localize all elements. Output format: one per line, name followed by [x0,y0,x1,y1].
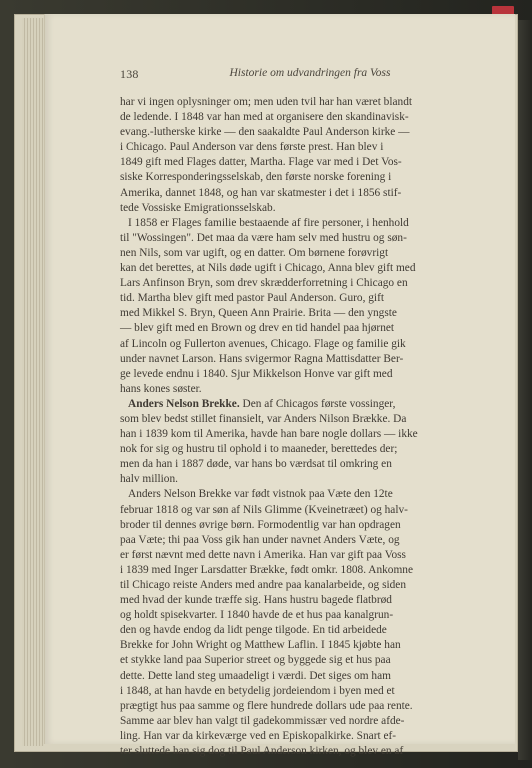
text-line: februar 1818 og var søn af Nils Glimme (Kveinetræet) og halv- [120,503,408,516]
text-line: med hvad der kunde træffe sig. Hans hustru bagede flatbrød [120,594,392,607]
text-line: kan det berettes, at Nils døde ugift i Chicago, Anna blev gift med [120,262,416,275]
paragraph [120,216,466,397]
running-head: Historie om udvandringen fra Voss [229,67,391,79]
page-edge-lines [22,18,44,746]
text-line: i 1839 med Inger Larsdatter Brække, født omkr. 1808. Ankomne [120,563,413,576]
text-line: men da han i 1887 døde, var hans bo værdsat til omkring en [120,458,392,471]
text-line: tid. Martha blev gift med pastor Paul Anderson. Guro, gift [120,292,385,305]
book-right-edge [518,20,532,760]
text-line: tede Vossiske Emigrationsselskab. [120,201,276,214]
text-line: ling. Han var da kirkeværge ved en Episkopalkirke. Snart ef- [120,729,397,742]
text-line: i Chicago. Paul Anderson var dens første prest. Han blev i [120,141,384,154]
paragraph [120,397,466,488]
page-header [78,67,458,85]
paragraph [120,95,466,216]
text-line [120,397,466,412]
text-line-continuation: Den af Chicagos første vossinger, [239,397,396,410]
text-line: broder til dennes øvrige børn. Formodentlig var han opdragen [120,518,401,531]
text-line: og holdt spisekvarter. I 1840 havde de et hus paa kanalgrun- [120,609,394,622]
page-number: 138 [120,67,139,81]
text-line: — blev gift med en Brown og drev en tid handel paa hjørnet [120,322,395,335]
text-line: et stykke land paa Superior street og byggede sig et hus paa [120,654,391,667]
text-line: Brekke for John Wright og Matthew Laflin. I 1845 kjøbte han [120,639,401,652]
text-line: de ledende. I 1848 var han med at organisere den skandinavisk- [120,111,409,124]
text-line: nen Nils, som var ugift, og en datter. Om børnene forøvrigt [120,246,389,259]
text-line: siske Korresponderingsselskab, den første norske forening i [120,171,392,184]
text-line: den og havde endog da lidt penge tilgode. En tid arbeidede [120,624,387,637]
text-line: med Mikkel S. Bryn, Queen Ann Prairie. Brita — den yngste [120,307,397,320]
section-lead: Anders Nelson Brekke. [128,397,240,410]
text-line: paa Væte; thi paa Voss gik han under navnet Anders Væte, og [120,533,400,546]
body-text [120,95,466,759]
paragraph [120,487,466,759]
text-line: Samme aar blev han valgt til gadekommissær ved nordre afde- [120,714,405,727]
text-line: Anders Nelson Brekke var født vistnok paa Væte den 12te [128,488,393,501]
text-line: ge levede endnu i 1840. Sjur Mikkelson Honve var gift med [120,367,393,380]
text-line: halv million. [120,473,178,486]
text-line: han i 1839 kom til Amerika, havde han bare nogle dollars — ikke [120,428,418,441]
text-line: til Chicago reiste Anders med andre paa kanalarbeide, og siden [120,579,407,591]
text-line: prægtigt hus paa samme og flere hundrede dollars ude paa rente. [120,699,413,712]
text-line: har vi ingen oplysninger om; men uden tvil har han været blandt [120,96,413,108]
text-line: 1849 gift med Flages datter, Martha. Flage var med i Det Vos- [120,156,402,169]
text-line: som blev bedst stillet finansielt, var Anders Nilson Brække. Da [120,412,407,425]
text-line: til "Wossingen". Det maa da være ham selv med hustru og søn- [120,231,407,244]
text-line: under navnet Larson. Hans svigermor Ragna Mattisdatter Ber- [120,352,404,365]
text-line: ter sluttede han sig dog til Paul Anderson kirken, og blev en af [120,745,404,758]
text-line: hans kones søster. [120,382,202,395]
text-line: dette. Dette land steg umaadeligt i værdi. Det siges om ham [120,669,391,682]
text-line: evang.-lutherske kirke — den saakaldte Paul Anderson kirke — [120,126,410,139]
text-line: er først nævnt med dette navn i Amerika. Han var gift paa Voss [120,548,406,561]
text-line: nok for sig og hustru til ophold i to maaneder, berettedes der; [120,443,398,456]
text-line: i 1848, at han havde en betydelig jordeiendom i byen med et [120,684,395,697]
text-line: Lars Anfinson Bryn, som drev skrædderforretning i Chicago en [120,277,408,290]
text-line: Amerika, dannet 1848, og han var skatmester i det i 1856 stif- [120,186,402,199]
text-line: af Lincoln og Fullerton avenues, Chicago. Flage og familie gik [120,337,406,350]
text-line: I 1858 er Flages familie bestaaende af fire personer, i henhold [128,216,409,229]
